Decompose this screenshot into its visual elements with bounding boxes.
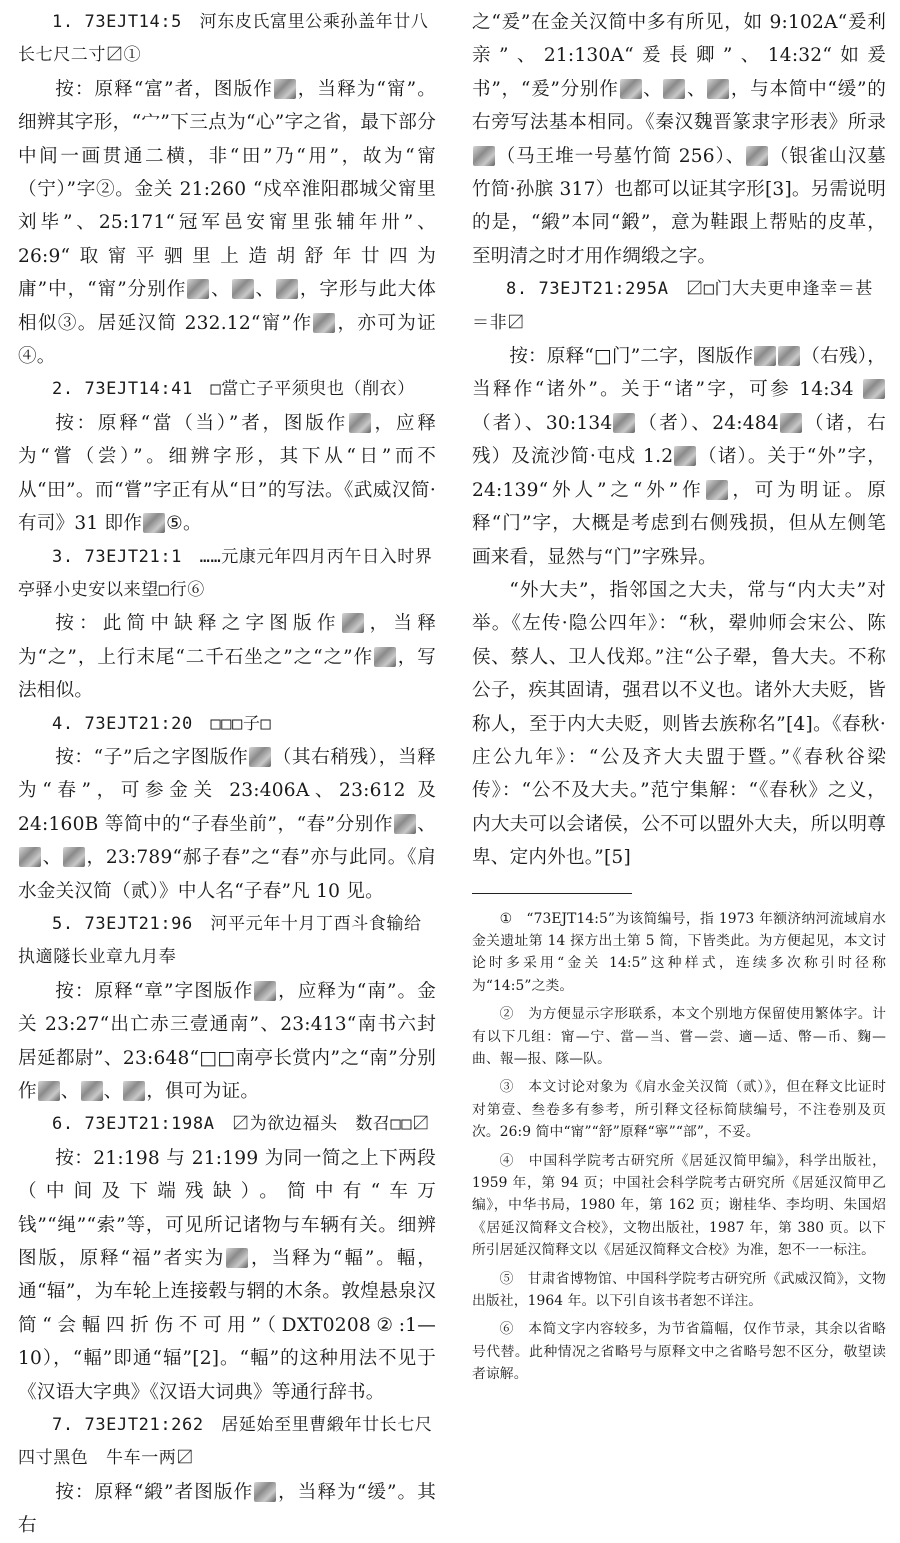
character-image [342,613,364,633]
footnote: ④ 中国科学院考古研究所《居延汉简甲编》，科学出版社，1959 年，第 94 页；中国社会科学院考古研究所《居延汉简甲乙编》，中华书局，1980 年，第 162 页；谢桂华、李均明、朱国炤《居延汉简释文合校》，文物出版社，1987 年，第 380 页。以下所引居延汉简释文以《居延汉简释文合校》为准，恕不一一标注。 [472,1152,886,1259]
footnote: ① “73EJT14:5”为该简编号，指 1973 年额济纳河流域肩水金关遗址第 14 探方出土第 5 简，下皆类此。为方便起见，本文讨论时多采用“金关 14:5”这种样式，连续多次称引时径称为“14:5”之类。 [472,910,886,994]
paragraph: 按：原释“當（当）”者，图版作 ，应释为“嘗（尝）”。细辨字形，其下从“日”而不从“田”。而“嘗”字正有从“日”的写法。《武威汉简·有司》31 即作 ⑤。 [18,412,436,535]
character-image [706,480,728,500]
paragraph: 按：“子”后之字图版作 （其右稍残），当释为“春”，可参金关 23:406A、23:612 及 24:160B 等简中的“子春坐前”，“春”分别作 、、 ，23:789“郝子春”之“春”亦与此同。《肩水金关汉简（贰）》中人名“子春”凡 10 见。 [18,746,437,902]
character-image [473,146,495,166]
footnote-divider [472,893,632,894]
character-image [187,279,209,299]
character-image [778,346,800,366]
slip-entry: 8. 73EJT21:295A 〼□门大夫更申逢幸＝甚＝非〼 [472,279,873,333]
character-image [63,847,85,867]
left-column [18,6,447,1543]
character-image [663,79,685,99]
character-image [374,647,396,667]
footnote: ⑥ 本简文字内容较多，为节省篇幅，仅作节录，其余以省略号代替。此种情况之省略号与原释文中之省略号恕不区分，敬望读者谅解。 [472,1321,886,1383]
character-image [254,981,276,1001]
footnote: ② 为方便显示字形联系，本文个别地方保留使用繁体字。计有以下几组：甯—宁、當—当、嘗—尝、適—适、幣—币、麴—曲、報—报、隊—队。 [472,1006,886,1067]
slip-entry: 7. 73EJT21:262 居延始至里曹緞年廿长七尺四寸黑色 牛车一两〼 [18,1415,433,1469]
character-image [349,413,371,433]
character-image [19,847,41,867]
character-image [232,279,254,299]
paragraph: 按：原释“緞”者图版作 ，当释为“缓”。其右 [18,1481,436,1537]
character-image [38,1081,60,1101]
character-image [276,279,298,299]
right-column [472,6,886,1392]
right-column-body [472,6,886,875]
character-image [863,379,885,399]
slip-entry: 2. 73EJT14:41 □當亡子平须臾也（削衣） [52,379,415,400]
paragraph: 按：原释“□门”二字，图版作 （右残），当释作“诸外”。关于“诸”字，可参 14:34 （者）、30:134 （者）、24:484 （诸，右残）及流沙简·屯戍 1.2 （诸）。关于“外”字，24:139“外人”之“外”作 ，可为明证。原释“门”字，大概是考虑到右侧残损，但从左侧笔画来看，显然与“门”字殊异。 [472,346,887,568]
paragraph: 之“爰”在金关汉简中多有所见，如 9:102A“爰利亲”、21:130A“爰長卿”、14:32“如爰书”，“爰”分别作 、 、 ，与本简中“缓”的右旁写法基本相同。《秦汉魏晋篆隶字形表》所录（马王堆一号墓竹简 256）、 （银雀山汉墓竹简·孙膑 317）也都可以证其字形[3]。另需说明的是，“緞”本同“鍛”，意为鞋跟上帮贴的皮革，至明清之时才用作绸缎之字。 [472,12,886,267]
character-image [274,79,296,99]
slip-entry: 3. 73EJT21:1 ……元康元年四月丙午日入时界亭驿小史安以来望□行⑥ [18,546,433,600]
character-image [143,513,165,533]
paragraph: 按：此简中缺释之字图版作 ，当释为“之”，上行末尾“二千石坐之”之“之”作 ，写法相似。 [18,613,437,702]
paragraph: 按：原释“章”字图版作 ，应释为“南”。金关 23:27“出亡赤三壹通南”、23:413“南书六封居延都尉”、23:648“□□南亭长赏内”之“南”分别作 、 、 ，俱可为证。 [18,980,436,1102]
character-image [313,313,335,333]
footnote: ③ 本文讨论对象为《肩水金关汉简（贰）》，但在释文比证时对第壹、叁卷多有参考，所引释文径标简牍编号，不注卷别及页次。26:9 简中“甯”“舒”原释“寧”“部”，不妥。 [472,1079,886,1141]
character-image [81,1081,103,1101]
slip-entry: 4. 73EJT21:20 □□□子□ [52,713,272,734]
character-image [254,1482,276,1502]
character-image [707,79,729,99]
footnotes [472,908,886,1386]
paragraph: 按：21:198 与 21:199 为同一简之上下两段（中间及下端残缺）。简中有“车万钱”“绳”“索”等，可见所记诸物与车辆有关。细辨图版，原释“福”者实为 ，当释为“輻”。輻，通“辐”，为车轮上连接毂与辋的木条。敦煌悬泉汉简“会輻四折伤不可用”（DXT0208②:1—10），“輻”即通“辐”[2]。“輻”的这种用法不见于《汉语大字典》《汉语大词典》等通行辞书。 [18,1147,436,1403]
paragraph: “外大夫”，指邻国之大夫，常与“内大夫”对举。《左传·隐公四年》：“秋，翚帅师会宋公、陈侯、蔡人、卫人伐郑。”注“公子翚，鲁大夫。不称公子，疾其固请，强君以不义也。诸外大夫贬，皆称人，至于内大夫贬，则皆去族称名”[4]。《春秋·庄公九年》：“公及齐大夫盟于暨。”《春秋谷梁传》：“公不及大夫。”范宁集解：“《春秋》之义，内大夫可以会诸侯，公不可以盟外大夫，所以明尊卑、定内外也。”[5] [472,579,886,869]
slip-entry: 5. 73EJT21:96 河平元年十月丁酉斗食输给执適隧长业章九月奉 [18,913,422,968]
character-image [226,1248,248,1268]
character-image [754,346,776,366]
character-image [613,413,635,433]
slip-entry: 6. 73EJT21:198A 〼为欲边福头 数召□□〼 [52,1114,430,1135]
slip-entry: 1. 73EJT14:5 河东皮氏富里公乘孙盖年廿八 长七尺二寸〼① [18,12,447,66]
character-image [746,146,768,166]
character-image [620,79,642,99]
character-image [249,747,271,767]
character-image [674,446,696,466]
character-image [394,814,416,834]
paragraph: 按：原释“富”者，图版作 ，当释为“甯”。细辨其字形，“宀”下三点为“心”字之省，最下部分中间一画贯通二横，非“田”乃“用”，故为“甯（宁）”字②。金关 21:260 “戍卒淮阳郡城父甯里刘毕”、25:171“冠军邑安甯里张辅年卅”、26:9“取甯平驷里上造胡舒年廿四为庸”中，“甯”分别作 、 、 ，字形与此大体相似③。居延汉简 232.12“甯”作 ，亦可为证④。 [18,78,437,368]
character-image [123,1081,145,1101]
footnote: ⑤ 甘肃省博物馆、中国科学院考古研究所《武威汉简》，文物出版社，1964 年。以下引自该书者恕不详注。 [472,1270,886,1310]
character-image [780,413,802,433]
